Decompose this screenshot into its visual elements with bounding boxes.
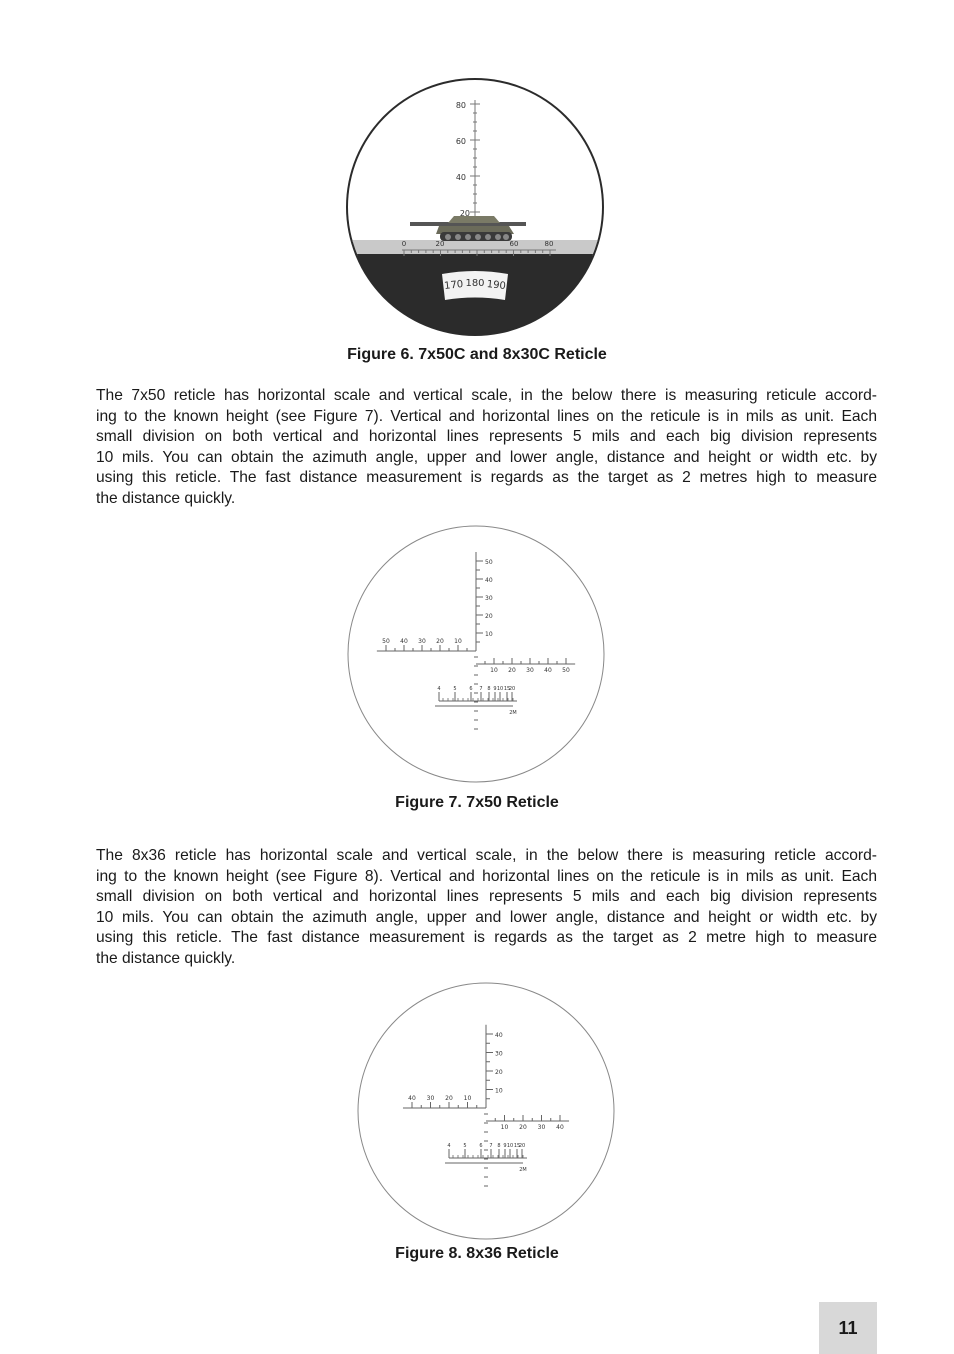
right-mil-label: 40	[544, 667, 552, 674]
figure-6-caption: Figure 6. 7x50C and 8x30C Reticle	[347, 346, 607, 363]
paragraph-8x36-description	[96, 846, 877, 969]
figure-8-svg	[357, 981, 617, 1241]
range-scale-label: 10	[496, 686, 504, 692]
compass-label-170: 170	[443, 279, 464, 292]
range-scale-label: 7	[479, 686, 483, 692]
range-scale-label: 10	[506, 1143, 514, 1149]
right-mil-label: 20	[519, 1124, 527, 1131]
right-mil-label: 10	[500, 1124, 509, 1131]
paragraph-line: 10 mils. You can obtain the azimuth angle, upper and lower angle, distance and height or width etc. by	[96, 448, 877, 466]
range-scale-label: 8	[487, 686, 491, 692]
range-scale-label: 4	[447, 1143, 451, 1149]
ground	[344, 254, 606, 344]
range-scale-label: 15	[513, 1143, 521, 1149]
left-mil-label: 40	[408, 1095, 416, 1102]
vertical-mil-label: 10	[495, 1087, 503, 1095]
vertical-mil-label: 40	[495, 1032, 503, 1039]
paragraph-line: ing to the known height (see Figure 8). Vertical and horizontal lines on the reticule is in mils as unit. Each	[96, 867, 877, 885]
paragraph-line: ing to the known height (see Figure 7). Vertical and horizontal lines on the reticule is in mils as unit. Each	[96, 407, 877, 425]
range-scale-label: 5	[453, 686, 457, 692]
figure-6-reticle	[344, 76, 606, 338]
paragraph-line: The 7x50 reticle has horizontal scale and vertical scale, in the below there is measuring reticule accord-	[96, 387, 877, 404]
left-mil-label: 10	[463, 1095, 472, 1102]
left-mil-label: 20	[445, 1095, 453, 1102]
compass-label-180: 180	[465, 278, 485, 289]
range-scale-label: 6	[479, 1143, 483, 1149]
right-mil-label: 50	[562, 667, 570, 674]
paragraph-line: The 8x36 reticle has horizontal scale and vertical scale, in the below there is measuring reticle accord-	[96, 847, 877, 864]
page-number: 11	[838, 1317, 858, 1338]
figure-8-caption: Figure 8. 8x36 Reticle	[395, 1245, 559, 1262]
h-label-20: 20	[435, 240, 445, 248]
left-mil-label: 40	[400, 638, 408, 645]
range-scale-unit: 2M	[509, 710, 517, 716]
vertical-mil-label: 10	[485, 631, 493, 638]
h-label-0: 0	[401, 240, 407, 248]
right-mil-label: 30	[526, 667, 534, 674]
v-label-80: 80	[455, 101, 466, 110]
compass-label-190: 190	[486, 279, 507, 292]
left-mil-label: 50	[382, 638, 390, 645]
paragraph-line: using this reticle. The fast distance measurement is regards as the target as 2 metre high to measure	[96, 929, 877, 946]
vertical-mil-label: 40	[485, 577, 493, 584]
v-label-20: 20	[459, 209, 470, 218]
left-mil-label: 10	[454, 638, 462, 645]
scope-circle	[358, 983, 614, 1239]
paragraph-line: the distance quickly.	[96, 489, 236, 507]
right-mil-label: 30	[537, 1124, 546, 1131]
vertical-mil-label: 20	[485, 613, 493, 620]
range-scale-label: 5	[463, 1143, 467, 1149]
left-mil-label: 20	[436, 638, 444, 645]
range-scale-label: 8	[497, 1143, 501, 1149]
range-scale-label: 20	[518, 1143, 526, 1149]
vertical-mil-label: 30	[485, 595, 493, 602]
range-scale-unit: 2M	[519, 1167, 527, 1173]
v-label-60: 60	[455, 137, 466, 146]
paragraph-line: 10 mils. You can obtain the azimuth angle, upper and lower angle, distance and height or width etc. by	[96, 908, 877, 926]
paragraph-line: the distance quickly.	[96, 949, 236, 967]
range-scale-label: 9	[493, 686, 497, 692]
range-scale-label: 6	[469, 686, 473, 692]
right-mil-label: 40	[556, 1124, 564, 1131]
paragraph-line: small division on both vertical and horizontal lines represents 5 mils and each big division represents	[96, 888, 877, 905]
range-scale-label: 20	[508, 686, 516, 692]
vertical-mil-label: 30	[495, 1050, 503, 1058]
figure-7-reticle	[347, 524, 607, 784]
left-mil-label: 30	[426, 1095, 435, 1102]
vertical-mil-label: 50	[485, 559, 493, 566]
paragraph-7x50-description	[96, 386, 877, 509]
figure-8-reticle	[357, 981, 617, 1241]
range-scale-label: 7	[489, 1143, 493, 1149]
figure-6-svg	[344, 76, 606, 338]
left-mil-label: 30	[418, 638, 426, 645]
figure-7-svg	[347, 524, 607, 784]
horizon-band	[344, 240, 606, 256]
vertical-mil-label: 20	[495, 1069, 503, 1076]
figure-7-caption: Figure 7. 7x50 Reticle	[395, 794, 559, 811]
v-label-40: 40	[455, 173, 466, 182]
range-scale-label: 4	[437, 686, 441, 692]
h-label-80: 80	[544, 240, 554, 248]
right-mil-label: 20	[508, 667, 516, 674]
h-label-60: 60	[509, 240, 519, 248]
paragraph-line: small division on both vertical and horizontal lines represents 5 mils and each big division represents	[96, 428, 877, 445]
right-mil-label: 10	[490, 667, 498, 674]
paragraph-line: using this reticle. The fast distance measurement is regards as the target as 2 metres high to measure	[96, 469, 877, 486]
range-scale-label: 15	[503, 686, 511, 692]
page-number-box	[819, 1302, 877, 1354]
range-scale-label: 9	[503, 1143, 507, 1149]
